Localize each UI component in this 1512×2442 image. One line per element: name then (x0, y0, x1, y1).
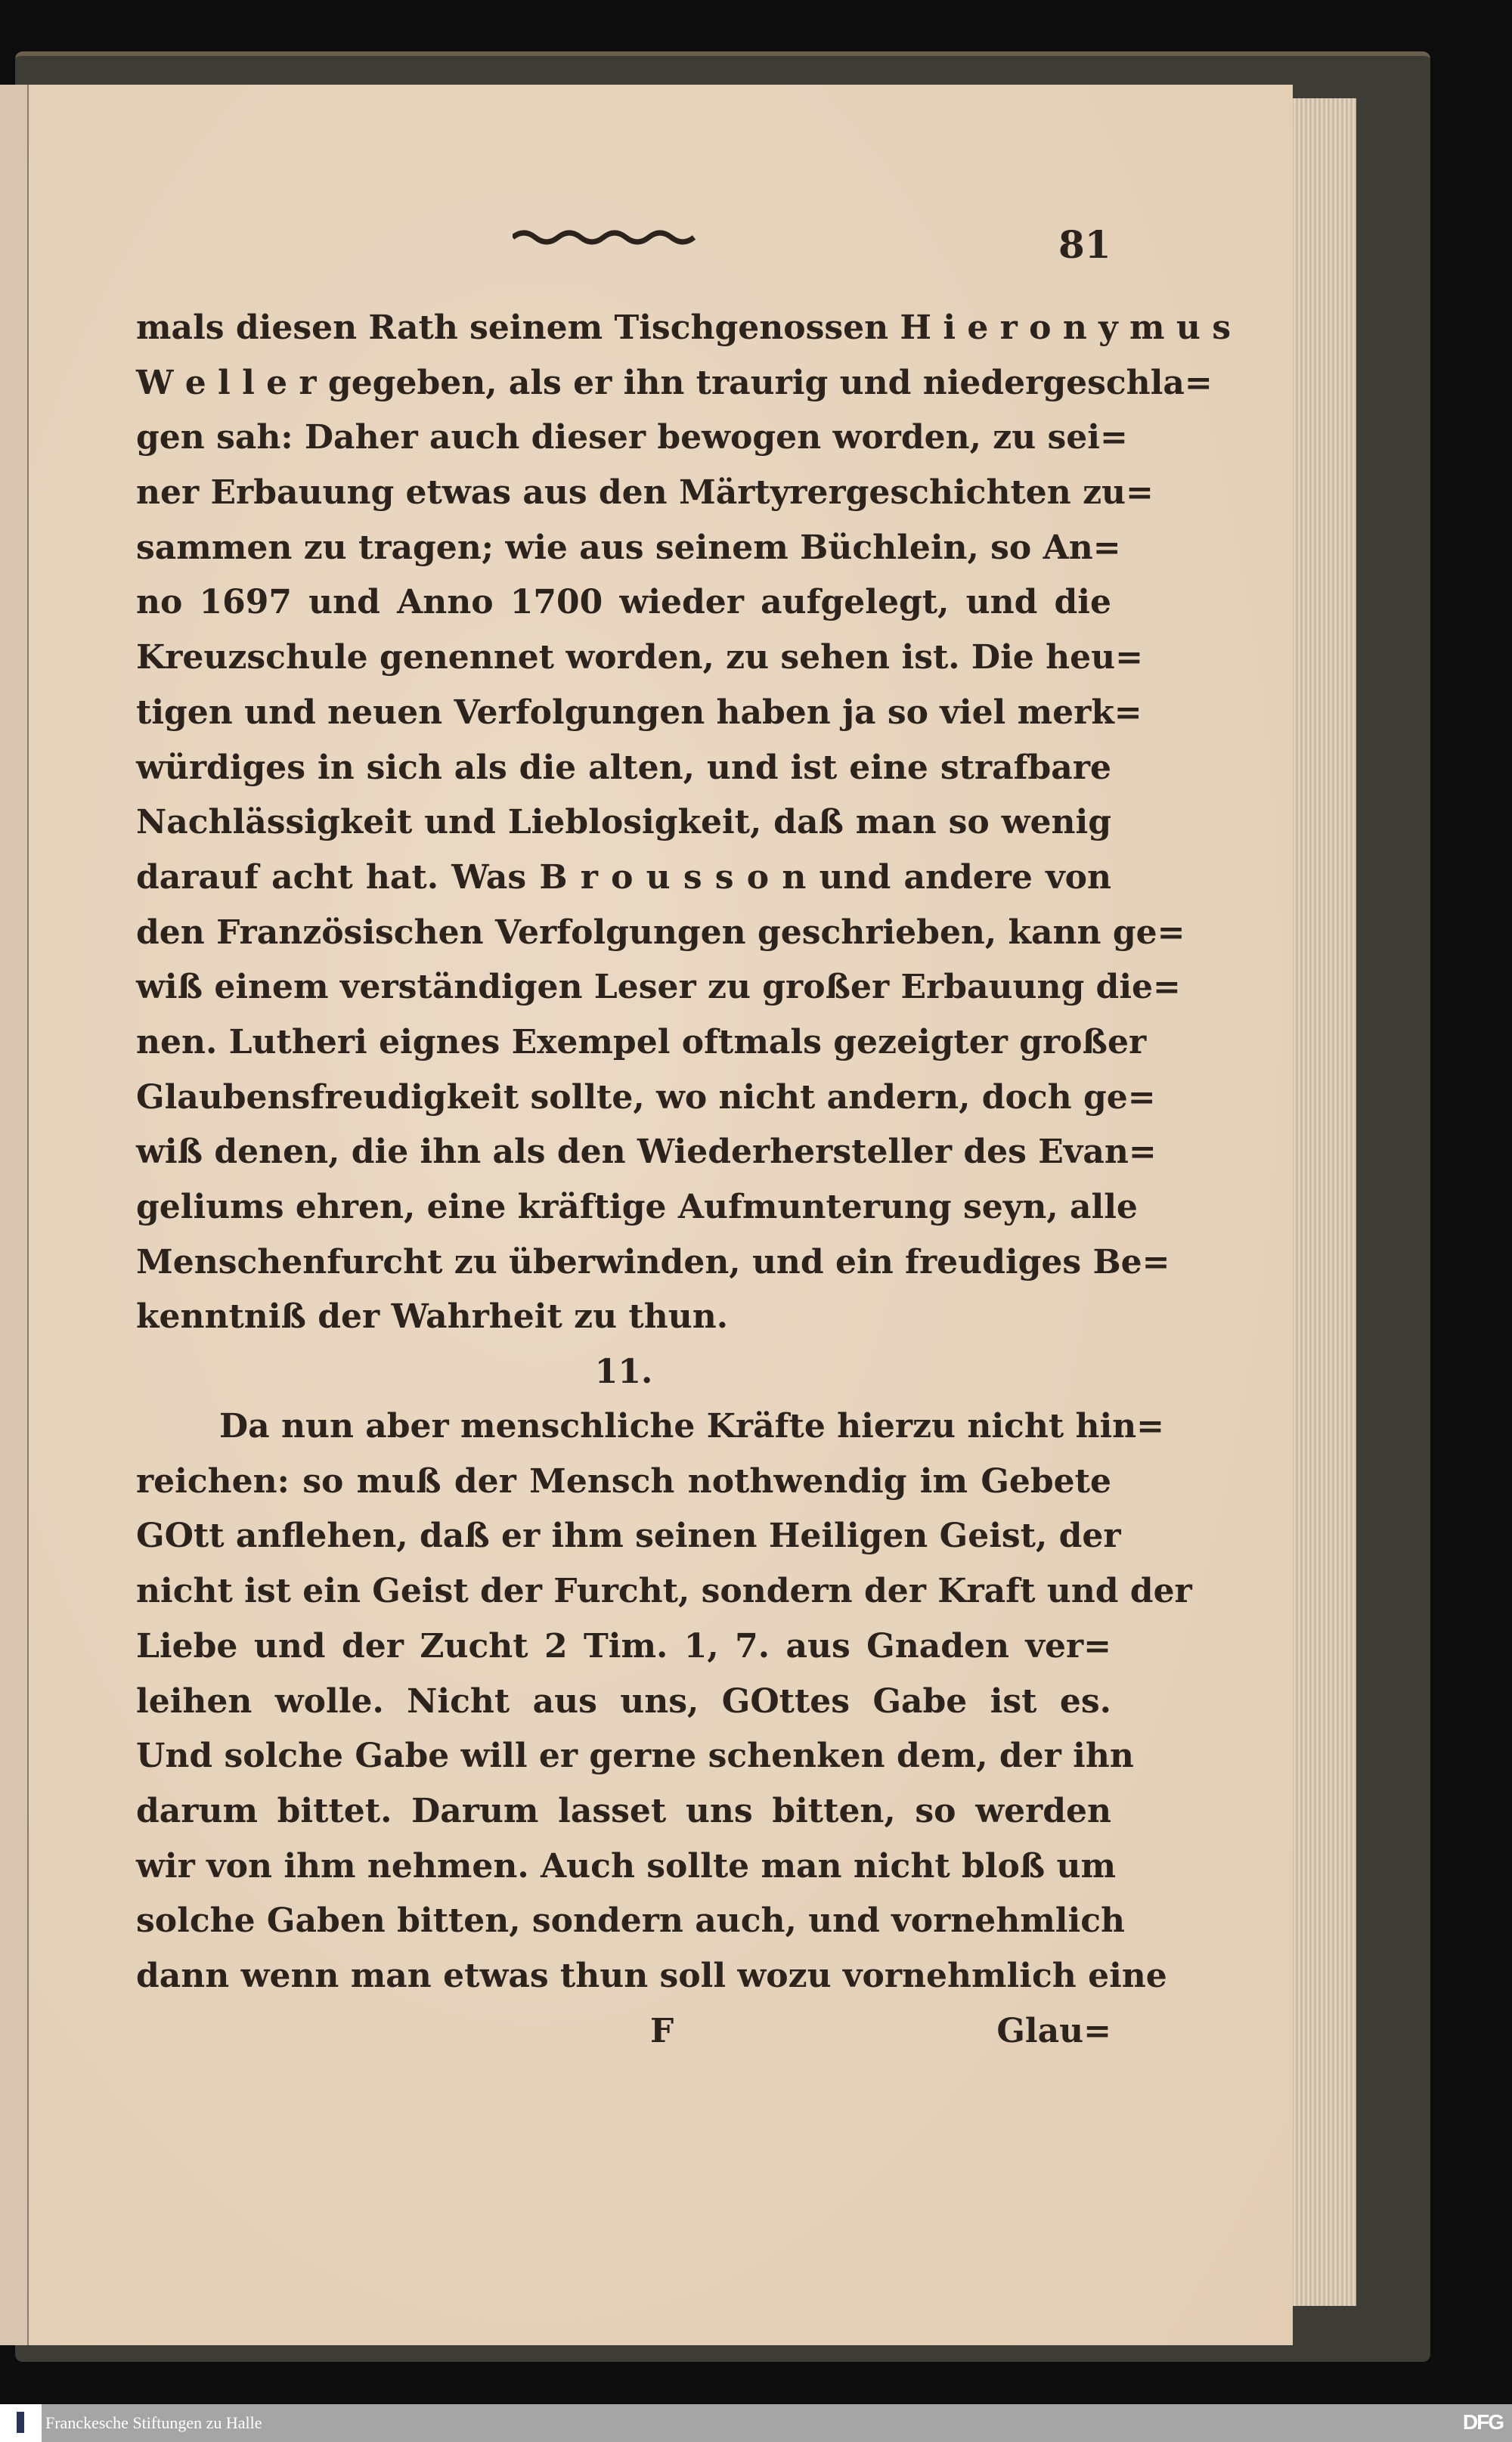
text-line: darum bittet. Darum lasset uns bitten, so werden (136, 1791, 1111, 1830)
text-line: wiß denen, die ihn als den Wiederhersteller des Evan= (136, 1133, 1157, 1172)
text-line: GOtt anflehen, daß er ihm seinen Heiligen Geist, der (136, 1517, 1121, 1556)
institution-name: Franckesche Stiftungen zu Halle (45, 2413, 262, 2432)
institution-logo-icon (0, 2404, 42, 2442)
page-edges (1285, 98, 1356, 2306)
text-line: Liebe und der Zucht 2 Tim. 1, 7. aus Gnaden ver= (136, 1626, 1111, 1666)
text-line: tigen und neuen Verfolgungen haben ja so viel merk= (136, 693, 1142, 732)
left-page-edge (0, 85, 29, 2345)
text-line: Da nun aber menschliche Kräfte hierzu nicht hin= (219, 1407, 1165, 1446)
section-heading: 11. (594, 1353, 653, 1392)
text-line: Nachlässigkeit und Lieblosigkeit, daß man so wenig (136, 803, 1111, 842)
text-line: W e l l e r gegeben, als er ihn traurig und niedergeschla= (136, 363, 1213, 402)
text-line: reichen: so muß der Mensch nothwendig im Gebete (136, 1461, 1111, 1501)
text-line: kenntniß der Wahrheit zu thun. (136, 1297, 729, 1337)
text-line: darauf acht hat. Was B r o u s s o n und andere von (136, 857, 1111, 897)
text-line: mals diesen Rath seinem Tischgenossen H i e r o n y m u s (136, 308, 1231, 347)
text-line: Glaubensfreudigkeit sollte, wo nicht andern, doch ge= (136, 1077, 1156, 1117)
text-line: würdiges in sich als die alten, und ist eine strafbare (136, 748, 1111, 787)
dfg-logo: DFG (1462, 2410, 1503, 2434)
text-line: nen. Lutheri eignes Exempel oftmals gezeigter großer (136, 1022, 1147, 1061)
page-footer-marks (136, 2004, 1111, 2059)
text-line: dann wenn man etwas thun soll wozu vornehmlich eine (136, 1956, 1167, 1995)
text-line: ner Erbauung etwas aus den Märtyrergeschichten zu= (136, 473, 1154, 513)
text-line: Und solche Gabe will er gerne schenken dem, der ihn (136, 1737, 1134, 1776)
text-line: nicht ist ein Geist der Furcht, sondern der Kraft und der (136, 1572, 1192, 1611)
header-ornament (513, 227, 739, 246)
text-line: solche Gaben bitten, sondern auch, und vornehmlich (136, 1901, 1126, 1941)
catchword: Glau= (996, 2011, 1111, 2050)
page-number: 81 (1058, 222, 1111, 267)
text-line: geliums ehren, eine kräftige Aufmunterung seyn, alle (136, 1188, 1138, 1226)
text-line: Kreuzschule genennet worden, zu sehen ist. Die heu= (136, 638, 1143, 677)
footer-bar (0, 2404, 1512, 2442)
text-line: gen sah: Daher auch dieser bewogen worden, zu sei= (136, 418, 1128, 457)
text-line: sammen zu tragen; wie aus seinem Büchlein, so An= (136, 528, 1121, 567)
body-text (136, 301, 1231, 2059)
text-line: den Französischen Verfolgungen geschrieben, kann ge= (136, 913, 1185, 952)
text-line: leihen wolle. Nicht aus uns, GOttes Gabe ist es. (136, 1681, 1111, 1721)
text-line: wiß einem verständigen Leser zu großer Erbauung die= (136, 968, 1181, 1007)
paragraph-1 (136, 301, 1231, 1345)
text-line: no 1697 und Anno 1700 wieder aufgelegt, und die (136, 583, 1111, 622)
signature-mark: F (650, 2011, 674, 2050)
text-line: Menschenfurcht zu überwinden, und ein freudiges Be= (136, 1242, 1170, 1281)
paragraph-2 (136, 1399, 1192, 2004)
text-line: wir von ihm nehmen. Auch sollte man nicht bloß um (136, 1846, 1117, 1886)
